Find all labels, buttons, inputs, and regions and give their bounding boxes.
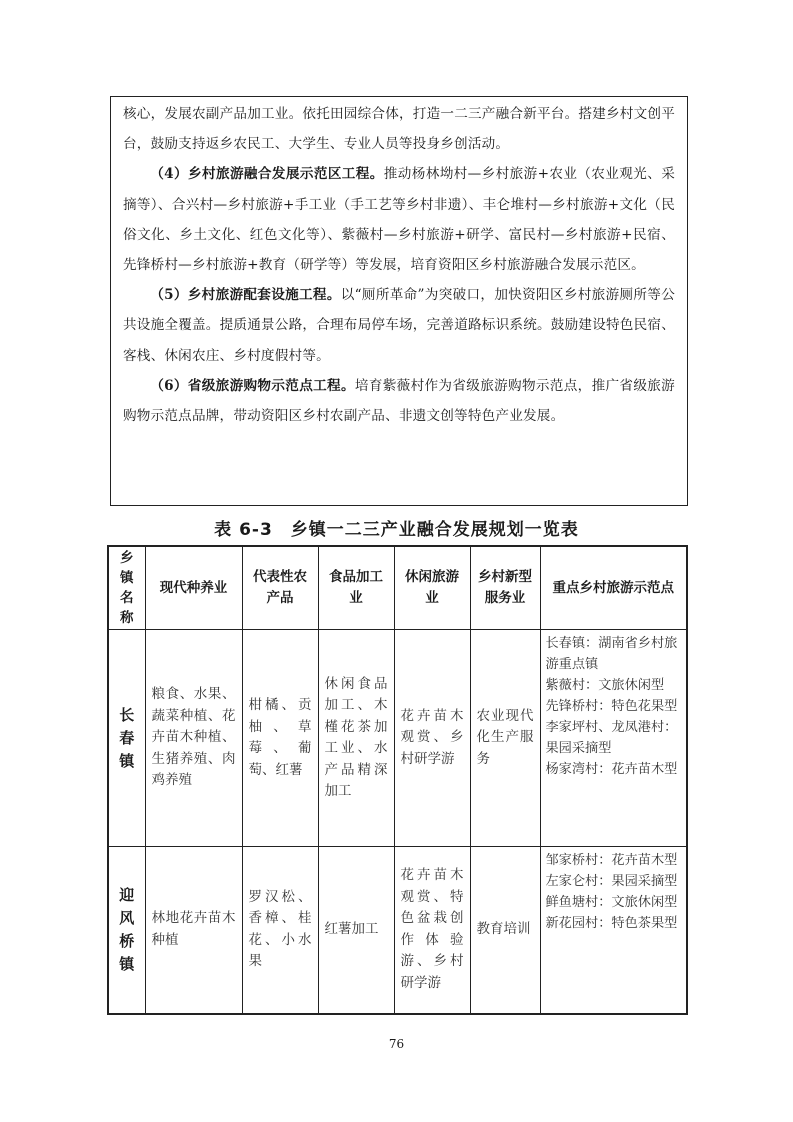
farming-cell: 粮食、水果、蔬菜种植、花卉苗木种植、生猪养殖、肉鸡养殖 <box>145 630 242 847</box>
paragraph-4-body: 培育紫薇村作为省级旅游购物示范点，推广省级旅游购物示范点品牌，带动资阳区乡村农副产品、非遗文创等特色产业发展。 <box>123 377 675 425</box>
town-name: 迎风桥镇 <box>108 847 145 1014</box>
text-box <box>110 96 688 506</box>
demo-item: 杨家湾村：花卉苗木型 <box>545 762 678 777</box>
paragraph-4 <box>123 371 675 431</box>
header-town: 乡镇名称 <box>108 546 145 630</box>
demo-cell <box>540 630 687 847</box>
table-row <box>108 630 687 847</box>
header-leisure: 休闲旅游业 <box>394 546 470 630</box>
plan-table <box>107 545 688 1015</box>
demo-item: 紫薇村：文旅休闲型 <box>545 678 665 693</box>
leisure-cell: 花卉苗木观赏、特色盆栽创作体验游、乡村研学游 <box>394 847 470 1014</box>
farming-cell: 林地花卉苗木种植 <box>145 847 242 1014</box>
table-header-row <box>108 546 687 630</box>
food-cell: 红薯加工 <box>318 847 394 1014</box>
page-number: 76 <box>388 1037 405 1051</box>
header-products: 代表性农产品 <box>242 546 318 630</box>
paragraph-2-body: 推动杨林坳村—乡村旅游+农业（农业观光、采摘等）、合兴村—乡村旅游+手工业（手工艺等乡村非遗）、丰仑堆村—乡村旅游+文化（民俗文化、乡土文化、红色文化等）、紫薇村—乡村旅游+研学、富民村—乡村旅游+民宿、先锋桥村—乡村旅游+教育（研学等）等发展，培育资阳区乡村旅游融合发展示范区。 <box>123 166 676 274</box>
demo-item: 鲜鱼塘村：文旅休闲型 <box>545 895 678 910</box>
demo-item: 先锋桥村：特色花果型 <box>545 699 678 714</box>
demo-cell <box>540 847 687 1014</box>
paragraph-4-title: （6）省级旅游购物示范点工程。 <box>150 377 355 394</box>
header-farming: 现代种养业 <box>145 546 242 630</box>
header-service: 乡村新型服务业 <box>470 546 540 630</box>
table-row <box>108 847 687 1014</box>
header-food: 食品加工业 <box>318 546 394 630</box>
products-cell: 罗汉松、香樟、桂花、小水果 <box>242 847 318 1014</box>
paragraph-3-title: （5）乡村旅游配套设施工程。 <box>150 287 341 304</box>
paragraph-2-title: （4）乡村旅游融合发展示范区工程。 <box>150 166 384 183</box>
demo-item: 长春镇：湖南省乡村旅游重点镇 <box>545 636 678 672</box>
paragraph-1: 核心，发展农副产品加工业。依托田园综合体，打造一二三产融合新平台。搭建乡村文创平台，鼓励支持返乡农民工、大学生、专业人员等投身乡创活动。 <box>123 106 675 153</box>
service-cell: 农业现代化生产服务 <box>470 630 540 847</box>
demo-item: 李家坪村、龙凤港村：果园采摘型 <box>545 720 678 756</box>
products-cell: 柑橘、贡柚、草莓、葡萄、红薯 <box>242 630 318 847</box>
service-cell: 教育培训 <box>470 847 540 1014</box>
demo-item: 邹家桥村：花卉苗木型 <box>545 853 678 868</box>
demo-item: 左家仑村：果园采摘型 <box>545 874 678 889</box>
leisure-cell: 花卉苗木观赏、乡村研学游 <box>394 630 470 847</box>
paragraph-2 <box>123 159 675 280</box>
town-name: 长春镇 <box>108 630 145 847</box>
food-cell: 休闲食品加工、木槿花茶加工业、水产品精深加工 <box>318 630 394 847</box>
demo-item: 新花园村：特色茶果型 <box>545 916 678 931</box>
paragraph-3-body: 以“厕所革命”为突破口，加快资阳区乡村旅游厕所等公共设施全覆盖。提质通景公路，合理布局停车场，完善道路标识系统。鼓励建设特色民宿、客栈、休闲农庄、乡村度假村等。 <box>123 287 675 364</box>
paragraph-3 <box>123 280 675 371</box>
header-demo: 重点乡村旅游示范点 <box>540 546 687 630</box>
table-caption: 表 6-3 乡镇一二三产业融合发展规划一览表 <box>214 520 579 540</box>
